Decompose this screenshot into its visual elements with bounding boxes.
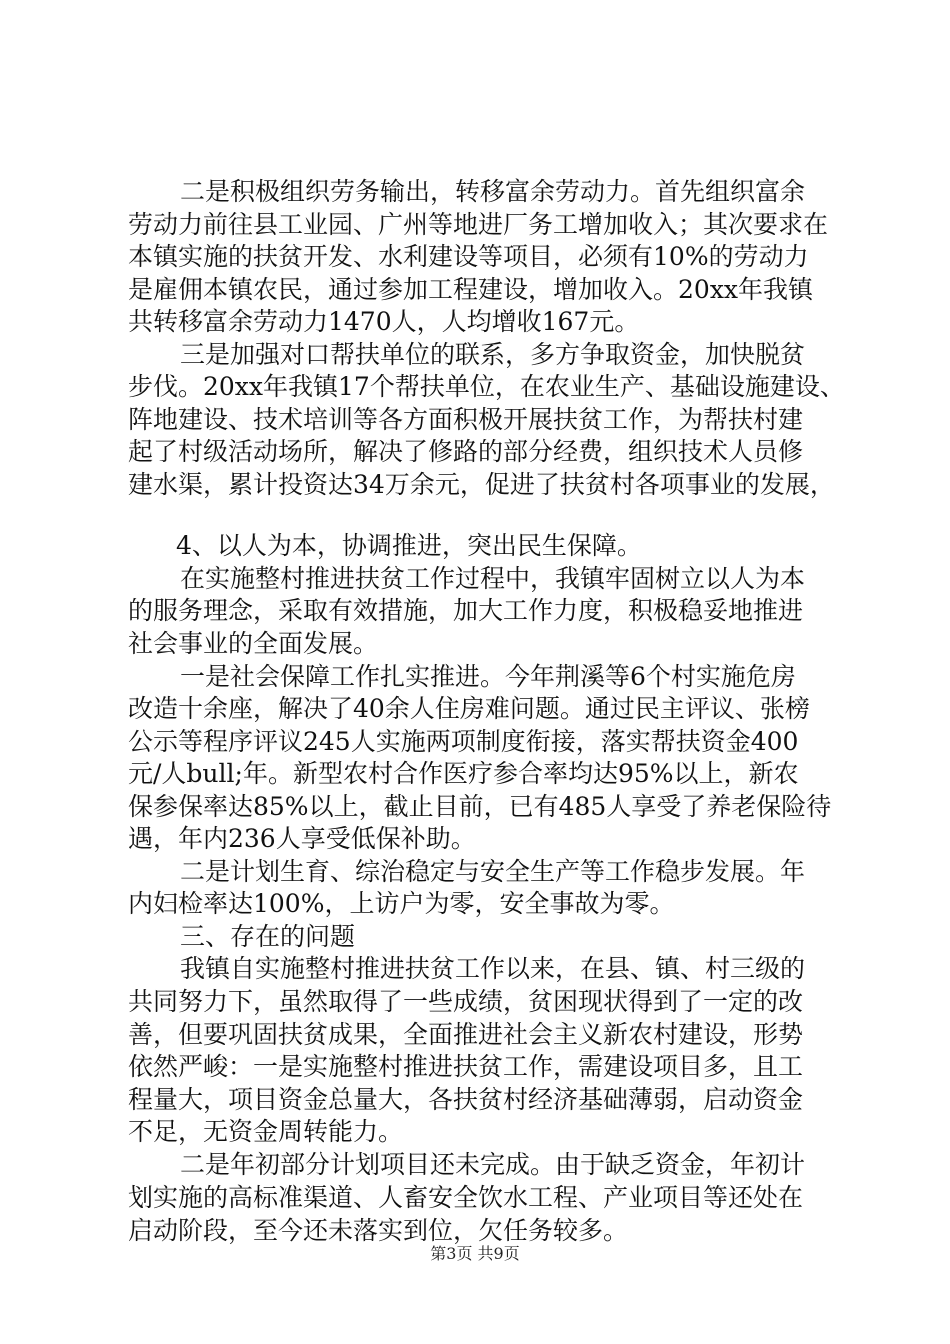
- paragraph-line: 一是社会保障工作扎实推进。今年荆溪等6个村实施危房: [180, 662, 796, 691]
- paragraph-line: 三是加强对口帮扶单位的联系，多方争取资金，加快脱贫: [180, 340, 806, 369]
- section-heading: 三、存在的问题: [180, 922, 356, 951]
- paragraph-line: 步伐。20xx年我镇17个帮扶单位，在农业生产、基础设施建设、: [128, 372, 845, 401]
- paragraph-line: 的服务理念，采取有效措施，加大工作力度，积极稳妥地推进: [128, 596, 804, 625]
- paragraph-line: 本镇实施的扶贫开发、水利建设等项目，必须有10%的劳动力: [128, 242, 809, 271]
- paragraph-line: 保参保率达85%以上，截止目前，已有485人享受了养老保险待: [128, 792, 832, 821]
- paragraph-line: 二是年初部分计划项目还未完成。由于缺乏资金，年初计: [180, 1150, 806, 1179]
- page-footer: 第3页 共9页: [430, 1244, 520, 1263]
- paragraph-line: 遇，年内236人享受低保补助。: [128, 824, 476, 853]
- paragraph-line: 程量大，项目资金总量大，各扶贫村经济基础薄弱，启动资金: [128, 1085, 804, 1114]
- paragraph-line: 在实施整村推进扶贫工作过程中，我镇牢固树立以人为本: [180, 564, 806, 593]
- section-heading: 4、以人为本，协调推进，突出民生保障。: [176, 531, 642, 560]
- paragraph-line: 共转移富余劳动力1470人，人均增收167元。: [128, 307, 640, 336]
- paragraph-line: 共同努力下，虽然取得了一些成绩，贫困现状得到了一定的改: [128, 987, 804, 1016]
- paragraph-line: 启动阶段，至今还未落实到位，欠任务较多。: [128, 1216, 629, 1245]
- paragraph-line: 社会事业的全面发展。: [128, 629, 379, 658]
- paragraph-line: 劳动力前往县工业园、广州等地进厂务工增加收入；其次要求在: [128, 210, 829, 239]
- paragraph-line: 内妇检率达100%，上访户为零，安全事故为零。: [128, 889, 675, 918]
- paragraph-line: 我镇自实施整村推进扶贫工作以来，在县、镇、村三级的: [180, 954, 806, 983]
- paragraph-line: 公示等程序评议245人实施两项制度衔接，落实帮扶资金400: [128, 727, 799, 756]
- paragraph-line: 建水渠，累计投资达34万余元，促进了扶贫村各项事业的发展，: [128, 470, 835, 499]
- paragraph-line: 阵地建设、技术培训等各方面积极开展扶贫工作，为帮扶村建: [128, 405, 804, 434]
- paragraph-line: 起了村级活动场所，解决了修路的部分经费，组织技术人员修: [128, 437, 804, 466]
- paragraph-line: 二是积极组织劳务输出，转移富余劳动力。首先组织富余: [180, 177, 806, 206]
- paragraph-line: 元/人bull;年。新型农村合作医疗参合率均达95%以上，新农: [128, 759, 799, 788]
- paragraph-line: 划实施的高标准渠道、人畜安全饮水工程、产业项目等还处在: [128, 1183, 804, 1212]
- paragraph-line: 改造十余座，解决了40余人住房难问题。通过民主评议、张榜: [128, 694, 810, 723]
- paragraph-line: 依然严峻：一是实施整村推进扶贫工作，需建设项目多，且工: [128, 1052, 804, 1081]
- paragraph-line: 是雇佣本镇农民，通过参加工程建设，增加收入。20xx年我镇: [128, 275, 814, 304]
- paragraph-line: 二是计划生育、综治稳定与安全生产等工作稳步发展。年: [180, 857, 806, 886]
- paragraph-line: 善，但要巩固扶贫成果，全面推进社会主义新农村建设，形势: [128, 1020, 804, 1049]
- paragraph-line: 不足，无资金周转能力。: [128, 1117, 404, 1146]
